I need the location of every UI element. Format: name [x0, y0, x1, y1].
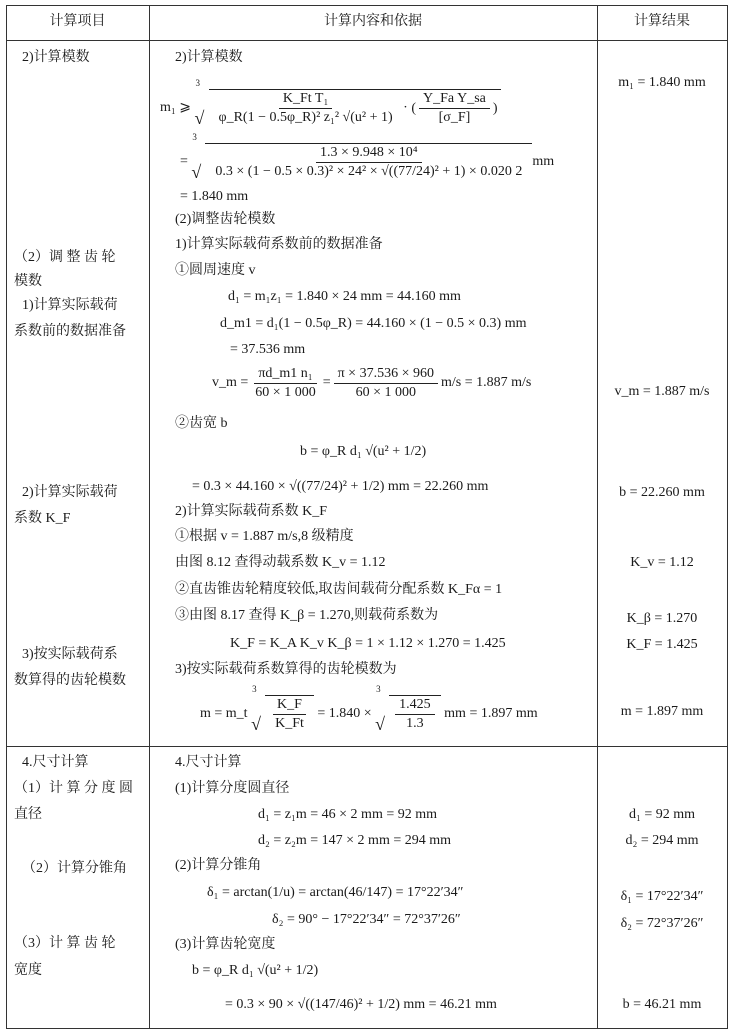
numerator: K_F — [273, 696, 306, 715]
formula-b: b = φ_R d₁ √(u² + 1/2) — [300, 444, 427, 459]
m1-substitution — [180, 132, 555, 182]
formula-delta1: δ₁ = arctan(1/u) = arctan(46/147) = 17°22′34″ — [207, 885, 464, 900]
root-index: 3 — [192, 132, 197, 142]
m1-lhs: m₁ ⩾ — [160, 100, 192, 115]
item-label: （2）计算分锥角 — [22, 861, 127, 876]
result-value: K_F = 1.425 — [626, 637, 698, 652]
numerator: π × 37.536 × 960 — [334, 365, 438, 384]
result-value: v_m = 1.887 m/s — [614, 384, 710, 399]
formula-vm — [212, 364, 531, 402]
item-label: 系数前的数据准备 — [14, 324, 126, 339]
formula-b: b = φ_R d₁ √(u² + 1/2) — [192, 963, 319, 978]
item-label: 宽度 — [14, 963, 42, 978]
table-border-right — [727, 5, 728, 1029]
formula-d1: d₁ = m₁z₁ = 1.840 × 24 mm = 44.160 mm — [228, 289, 461, 304]
content-heading: 2)计算模数 — [175, 50, 243, 65]
table-border-bottom — [6, 1028, 727, 1029]
cube-root — [375, 684, 441, 734]
result-value: b = 22.260 mm — [619, 485, 705, 500]
item-label: 系数 K_F — [14, 511, 71, 526]
result-value: K_v = 1.12 — [630, 555, 694, 570]
formula-b-calc: = 0.3 × 44.160 × √((77/24)² + 1/2) mm = 22.260 mm — [192, 479, 489, 494]
formula-d1: d₁ = z₁m = 46 × 2 mm = 92 mm — [258, 807, 438, 822]
numerator: 1.3 × 9.948 × 10⁴ — [316, 144, 422, 163]
result-value: d₂ = 294 mm — [625, 833, 699, 848]
content-heading: (3)计算齿轮宽度 — [175, 937, 276, 952]
result-value: b = 46.21 mm — [622, 997, 702, 1012]
formula-m — [200, 684, 538, 734]
numerator: 1.425 — [395, 696, 435, 715]
m-lhs: m = m_t — [200, 706, 248, 721]
formula-kf: K_F = K_A K_v K_β = 1 × 1.12 × 1.270 = 1.425 — [230, 636, 506, 651]
content-heading: 2)计算实际载荷系数 K_F — [175, 504, 328, 519]
result-value: m₁ = 1.840 mm — [618, 75, 706, 90]
column-divider-2 — [597, 5, 598, 1029]
m1-numerator: K_Ft T₁ — [279, 90, 332, 109]
content-heading: (2)调整齿轮模数 — [175, 212, 276, 227]
item-label: 1)计算实际载荷 — [22, 298, 118, 313]
content-line: ①圆周速度 v — [175, 263, 256, 278]
cube-root — [251, 684, 314, 734]
column-divider-1 — [149, 5, 150, 1029]
item-label: 数算得的齿轮模数 — [14, 673, 126, 688]
m-mid: = 1.840 × — [317, 706, 372, 721]
y-numerator: Y_Fa Y_sa — [419, 90, 490, 109]
item-label: （2）调 整 齿 轮 — [14, 250, 116, 265]
numerator: πd_m1 n₁ — [254, 365, 316, 384]
formula-dm1-result: = 37.536 mm — [230, 342, 306, 357]
unit: mm — [532, 154, 555, 169]
cube-root — [191, 132, 532, 182]
item-label: 模数 — [14, 274, 42, 289]
item-label: 直径 — [14, 807, 42, 822]
content-line: 由图 8.12 查得动载系数 K_v = 1.12 — [175, 555, 386, 570]
equals: = — [322, 375, 331, 390]
result-value: K_β = 1.270 — [626, 611, 698, 626]
formula-delta2: δ₂ = 90° − 17°22′34″ = 72°37′26″ — [272, 912, 461, 927]
item-label: 4.尺寸计算 — [22, 755, 89, 770]
result-value: δ₁ = 17°22′34″ — [620, 889, 704, 904]
radical-icon: √ — [375, 714, 386, 734]
formula-d2: d₂ = z₂m = 147 × 2 mm = 294 mm — [258, 833, 452, 848]
result-value: δ₂ = 72°37′26″ — [620, 916, 704, 931]
root-index: 3 — [195, 78, 201, 88]
root-index: 3 — [252, 684, 257, 694]
m1-result: = 1.840 mm — [180, 189, 249, 204]
table-border-left — [6, 5, 7, 1029]
item-label: 2)计算模数 — [22, 50, 90, 65]
radical-icon: √ — [251, 714, 261, 734]
cube-root: 3 √ $\frac{\text{K\_Ft T₁}}{\text{φ\_R(1 − 0.5φ\_R)² z₁² √(u² + 1)}}$ · ( $\frac{\text{Y\_Fa Y\_sa}}{[\sigma\_F]}$ ) — [195, 89, 501, 127]
denominator: 60 × 1 000 — [255, 384, 316, 400]
equals: = — [180, 154, 188, 169]
header-content: 计算内容和依据 — [324, 14, 422, 29]
header-result: 计算结果 — [634, 14, 690, 29]
content-heading: 3)按实际载荷系数算得的齿轮模数为 — [175, 662, 397, 677]
content-heading: (2)计算分锥角 — [175, 858, 262, 873]
item-label: 2)计算实际载荷 — [22, 485, 118, 500]
content-line: ②齿宽 b — [175, 416, 228, 431]
content-line: ②直齿锥齿轮精度较低,取齿间载荷分配系数 K_Fα = 1 — [175, 582, 503, 597]
dot-operator: · — [403, 100, 408, 116]
y-denominator: [σ_F] — [438, 110, 471, 125]
radical-icon: √ — [194, 108, 205, 128]
m-result: mm = 1.897 mm — [444, 706, 538, 721]
result-value: d₁ = 92 mm — [628, 807, 696, 822]
content-heading: 1)计算实际载荷系数前的数据准备 — [175, 237, 383, 252]
section-divider — [6, 746, 727, 747]
denominator: 1.3 — [406, 716, 424, 731]
denominator: 60 × 1 000 — [355, 384, 416, 400]
content-line: ③由图 8.17 查得 K_β = 1.270,则载荷系数为 — [175, 608, 439, 623]
formula-b-calc: = 0.3 × 90 × √((147/46)² + 1/2) mm = 46.21 mm — [225, 997, 497, 1012]
m1-denominator: φ_R(1 − 0.5φ_R)² z₁² √(u² + 1) — [218, 110, 393, 125]
header-divider — [6, 40, 727, 41]
content-line: ①根据 v = 1.887 m/s,8 级精度 — [175, 529, 354, 544]
formula-dm1: d_m1 = d₁(1 − 0.5φ_R) = 44.160 × (1 − 0.5 × 0.3) mm — [220, 316, 527, 331]
denominator: 0.3 × (1 − 0.5 × 0.3)² × 24² × √((77/24)² + 1) × 0.020 2 — [215, 164, 523, 179]
vm-lhs: v_m = — [212, 375, 249, 390]
m1-formula — [160, 78, 501, 130]
radical-icon: √ — [191, 162, 202, 182]
table-border-top — [6, 5, 727, 6]
content-heading: 4.尺寸计算 — [175, 755, 242, 770]
header-item: 计算项目 — [49, 14, 106, 29]
item-label: 3)按实际载荷系 — [22, 647, 118, 662]
denominator: K_Ft — [275, 716, 304, 731]
item-label: （3）计 算 齿 轮 — [14, 936, 116, 951]
root-index: 3 — [376, 684, 381, 694]
result-value: m = 1.897 mm — [620, 704, 704, 719]
item-label: （1）计 算 分 度 圆 — [14, 781, 133, 796]
content-heading: (1)计算分度圆直径 — [175, 781, 290, 796]
vm-result: m/s = 1.887 m/s — [440, 375, 532, 390]
